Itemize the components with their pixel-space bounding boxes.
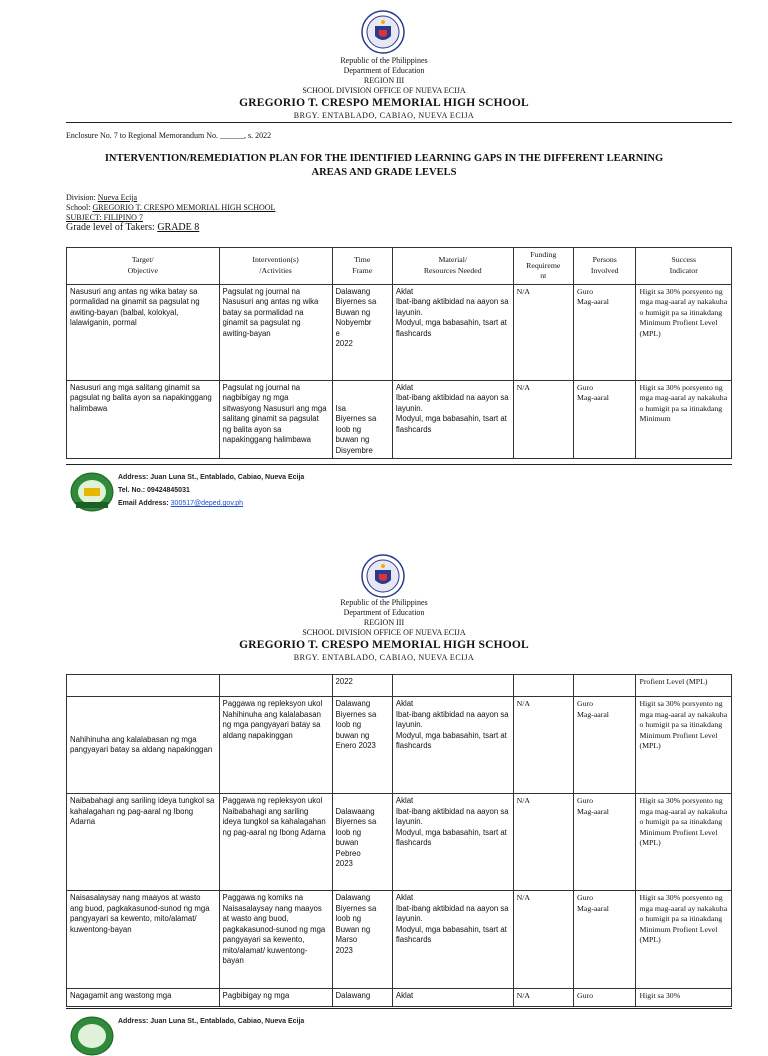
cell-material: Aklat Ibat-ibang aktibidad na aayon sa layunin. Modyul, mga babasahin, tsart at flashcards <box>392 891 513 989</box>
footer-email-row <box>118 498 243 510</box>
grade-row <box>66 223 275 233</box>
title-line: INTERVENTION/REMEDIATION PLAN FOR THE IDENTIFIED LEARNING GAPS IN THE DIFFERENT LEARNING <box>104 153 664 164</box>
header-line: Department of Education <box>343 66 425 75</box>
cell-intervention: Pagsulat ng journal na Nasusuri ang antas ng wika batay sa pormalidad na ginamit sa pagsulat ng awiting-bayan <box>219 284 332 380</box>
cell-indicator: Higit sa 30% <box>636 989 732 1007</box>
cell-funding: N/A <box>513 380 573 459</box>
cell-intervention: Pagsulat ng journal na nagbibigay ng mga sitwasyong Nasusuri ang mga salitang ginamit sa pagsulat ng balita ayon sa napakinggang halimbawa <box>219 380 332 459</box>
header-line: Republic of the Philippines <box>340 56 428 65</box>
header-line: SCHOOL DIVISION OFFICE OF NUEVA ECIJA <box>302 86 466 95</box>
cell-intervention: Paggawa ng komiks na Naisasalaysay nang maayos at wasto ang buod, pagkakasunod-sunod ng mga pangyayari sa kewento, mito/alamat/ kuwentong-bayan <box>219 891 332 989</box>
cell-funding: N/A <box>513 891 573 989</box>
table-row <box>67 697 732 794</box>
cell-intervention: Paggawa ng repleksyon ukol Nahihinuha ang kalalabasan ng mga pangyayari batay sa aldang napakinggan <box>219 697 332 794</box>
footer-tel: Tel. No.: 09424845031 <box>118 487 190 494</box>
school-logo-icon <box>70 1016 114 1056</box>
deped-seal-icon <box>361 554 405 598</box>
cell-material <box>392 675 513 697</box>
table-row <box>67 284 732 380</box>
school-name: GREGORIO T. CRESPO MEMORIAL HIGH SCHOOL <box>239 639 529 651</box>
cell-time: Dalawang Biyernes sa loob ng buwan ng Enero 2023 <box>332 697 392 794</box>
cell-persons: Guro Mag-aaral <box>573 891 636 989</box>
header-line: Department of Education <box>343 608 425 617</box>
school-logo-icon <box>70 472 114 512</box>
cell-target: Naibabahagi ang sariling ideya tungkol sa kahalagahan ng pag-aaral ng Ibong Adarna <box>67 794 220 891</box>
cell-material: Aklat Ibat-ibang aktibidad na aayon sa layunin. Modyul, mga babasahin, tsart at flashcards <box>392 697 513 794</box>
grade-label: Grade level of Takers: <box>66 222 158 233</box>
cell-target: Nasusuri ang mga salitang ginamit sa pagsulat ng balita ayon sa napakinggang halimbawa <box>67 380 220 459</box>
cell-intervention <box>219 675 332 697</box>
cell-indicator: Higit sa 30% porsyento ng mga mag-aaral ay nakakuha o humigit pa sa itinakdang Minimum Profient Level (MPL) <box>636 794 732 891</box>
plan-table-page-2 <box>66 674 732 1007</box>
cell-time: 2022 <box>332 675 392 697</box>
table-row <box>67 891 732 989</box>
header-rule <box>66 122 732 123</box>
enclosure-note: Enclosure No. 7 to Regional Memorandum No. ______, s. 2022 <box>66 131 272 140</box>
deped-seal-icon <box>361 10 405 54</box>
cell-persons: Guro Mag-aaral <box>573 794 636 891</box>
school-value: GREGORIO T. CRESPO MEMORIAL HIGH SCHOOL <box>92 203 276 212</box>
header-line: Republic of the Philippines <box>340 598 428 607</box>
cell-intervention: Paggawa ng repleksyon ukol Naibabahagi ang sariling ideya tungkol sa kahalagahan ng pag-aaral ng Ibong Adarna <box>219 794 332 891</box>
col-header: Material/ Resources Needed <box>392 248 513 285</box>
header-line: REGION III <box>363 76 405 85</box>
cell-target: Nahihinuha ang kalalabasan ng mga pangyayari batay sa aldang napakinggan <box>67 697 220 794</box>
footer-address: Address: Juan Luna St., Entablado, Cabiao, Nueva Ecija <box>118 1018 305 1025</box>
letterhead <box>0 598 768 663</box>
school-label: School: <box>66 203 93 212</box>
plan-table-page-1 <box>66 247 732 459</box>
grade-value: GRADE 8 <box>157 222 200 233</box>
cell-persons <box>573 675 636 697</box>
school-row <box>66 203 275 213</box>
cell-funding: N/A <box>513 697 573 794</box>
footer-address: Address: Juan Luna St., Entablado, Cabiao, Nueva Ecija <box>118 474 305 481</box>
school-address: BRGY. ENTABLADO, CABIAO, NUEVA ECIJA <box>293 111 475 120</box>
cell-target: Nasusuri ang antas ng wika batay sa pormalidad na ginamit sa pagsulat ng awiting-bayan (balbal, kolokyal, lalawiganin, pormal <box>67 284 220 380</box>
cell-persons: Guro Mag-aaral <box>573 697 636 794</box>
cell-target: Naisasalaysay nang maayos at wasto ang buod, pagkakasunod-sunod ng mga pangyayari sa kewento, mito/alamat/ kuwentong-bayan <box>67 891 220 989</box>
footer-rule <box>66 464 732 465</box>
division-row <box>66 193 275 203</box>
col-header: Success Indicator <box>636 248 732 285</box>
footer-email-link[interactable]: 300517@deped.gov.ph <box>170 500 244 507</box>
cell-indicator: Higit sa 30% porsyento ng mga mag-aaral ay nakakuha o humigit pa sa itinakdang Minimum Profient Level (MPL) <box>636 697 732 794</box>
title-line: AREAS AND GRADE LEVELS <box>311 167 457 178</box>
cell-funding: N/A <box>513 284 573 380</box>
col-header: Funding Requireme nt <box>513 248 573 285</box>
division-label: Division: <box>66 193 98 202</box>
col-header: Target/ Objective <box>67 248 220 285</box>
footer <box>66 466 732 520</box>
col-header: Time Frame <box>332 248 392 285</box>
school-name: GREGORIO T. CRESPO MEMORIAL HIGH SCHOOL <box>239 97 529 109</box>
school-address: BRGY. ENTABLADO, CABIAO, NUEVA ECIJA <box>293 653 475 662</box>
cell-persons: Guro Mag-aaral <box>573 380 636 459</box>
subject-row: SUBJECT: FILIPINO 7 <box>66 213 143 222</box>
cell-indicator: Higit sa 30% porsyento ng mga mag-aaral ay nakakuha o humigit pa sa itinakdang Minimum Profient Level (MPL) <box>636 891 732 989</box>
header-line: SCHOOL DIVISION OFFICE OF NUEVA ECIJA <box>302 628 466 637</box>
cell-material: Aklat Ibat-ibang aktibidad na aayon sa layunin. Modyul, mga babasahin, tsart at flashcards <box>392 794 513 891</box>
table-row <box>67 380 732 459</box>
cell-funding: N/A <box>513 989 573 1007</box>
cell-persons: Guro <box>573 989 636 1007</box>
cell-material: Aklat Ibat-ibang aktibidad na aayon sa layunin. Modyul, mga babasahin, tsart at flashcards <box>392 380 513 459</box>
footer-rule <box>66 1008 732 1009</box>
table-row <box>67 675 732 697</box>
header-line: REGION III <box>363 618 405 627</box>
cell-material: Aklat Ibat-ibang aktibidad na aayon sa layunin. Modyul, mga babasahin, tsart at flashcards <box>392 284 513 380</box>
table-row <box>67 989 732 1007</box>
cell-time: Dalawang Biyernes sa loob ng Buwan ng Marso 2023 <box>332 891 392 989</box>
cell-intervention: Pagbibigay ng mga <box>219 989 332 1007</box>
footer-email-label: Email Address: <box>118 500 171 507</box>
cell-time: Isa Biyernes sa loob ng buwan ng Disyembre <box>332 380 392 459</box>
table-header-row <box>67 248 732 285</box>
table-row <box>67 794 732 891</box>
cell-target <box>67 675 220 697</box>
cell-time: Dalawang Biyernes sa Buwan ng Nobyembr e 2022 <box>332 284 392 380</box>
col-header: Intervention(s) /Activities <box>219 248 332 285</box>
letterhead <box>0 56 768 121</box>
cell-target: Nagagamit ang wastong mga <box>67 989 220 1007</box>
cell-persons: Guro Mag-aaral <box>573 284 636 380</box>
cell-time: Dalawang <box>332 989 392 1007</box>
cell-indicator: Profient Level (MPL) <box>636 675 732 697</box>
cell-funding: N/A <box>513 794 573 891</box>
document-title <box>66 152 702 180</box>
plan-meta <box>66 193 275 233</box>
cell-indicator: Higit sa 30% porsyento ng mga mag-aaral ay nakakuha o humigit pa sa itinakdang Minimum Profient Level (MPL) <box>636 284 732 380</box>
col-header: Persons Involved <box>573 248 636 285</box>
division-value: Nueva Ecija <box>97 193 138 202</box>
cell-time: Dalawaang Biyernes sa loob ng buwan Pebreo 2023 <box>332 794 392 891</box>
cell-indicator: Higit sa 30% porsyento ng mga mag-aaral ay nakakuha o humigit pa sa itinakdang Minimum <box>636 380 732 459</box>
footer <box>66 1010 732 1030</box>
cell-material: Aklat <box>392 989 513 1007</box>
cell-funding <box>513 675 573 697</box>
